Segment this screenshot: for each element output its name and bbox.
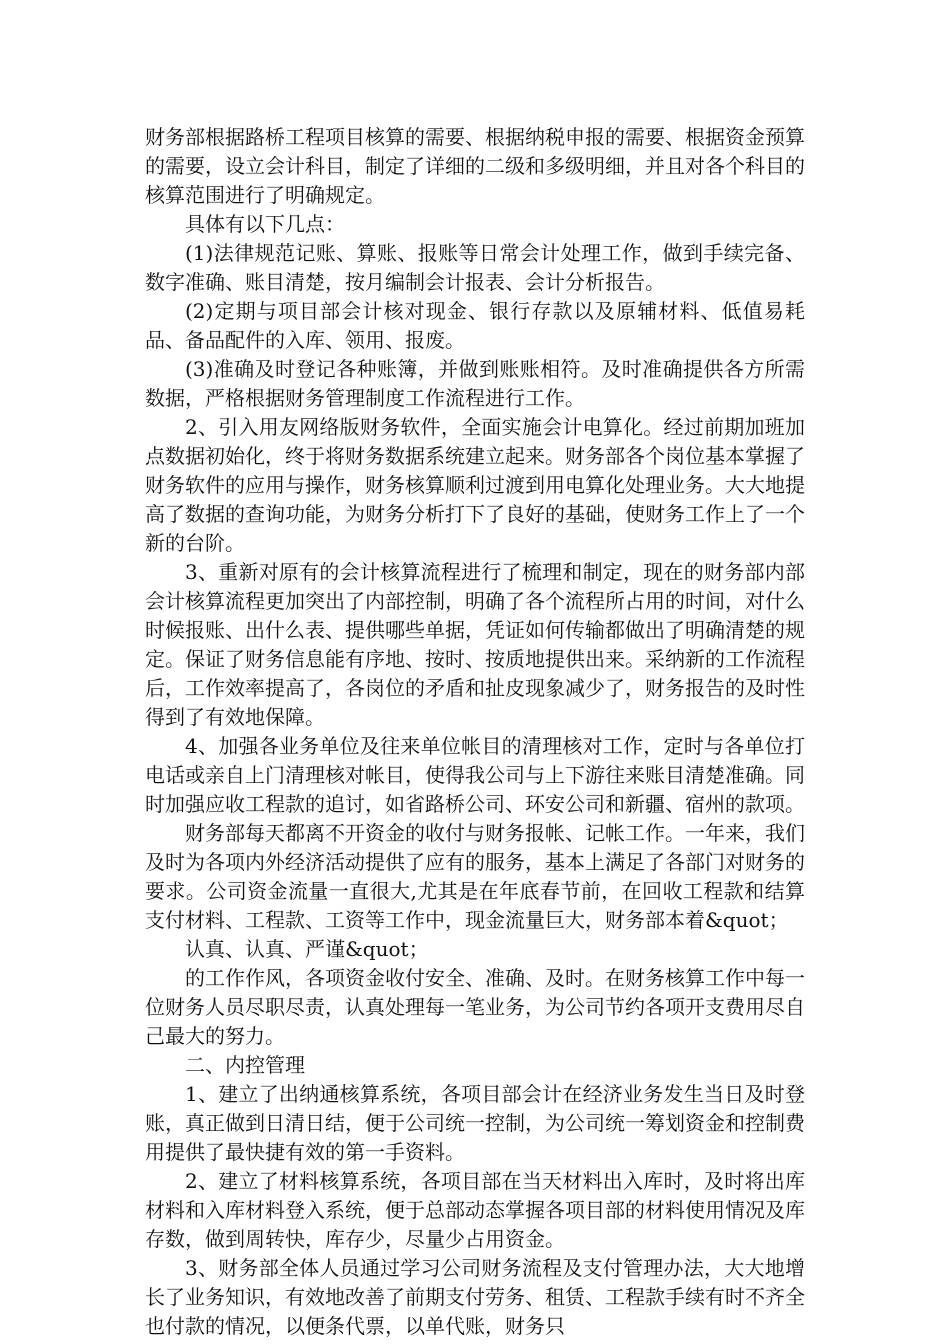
paragraph-control-1: 1、建立了出纳通核算系统，各项目部会计在经济业务发生当日及时登账，真正做到日清日结，便于公司统一控制，为公司统一筹划资金和控制费用提供了最快捷有效的第一手资料。 xyxy=(145,1082,805,1164)
paragraph-point-1: (1)法律规范记账、算账、报账等日常会计处理工作，做到手续完备、数字准确、账目清楚，按月编制会计报表、会计分析报告。 xyxy=(145,241,805,294)
paragraph-intro: 财务部根据路桥工程项目核算的需要、根据纳税申报的需要、根据资金预算的需要，设立会计科目，制定了详细的二级和多级明细，并且对各个科目的核算范围进行了明确规定。 xyxy=(145,125,805,207)
paragraph-point-3: (3)准确及时登记各种账簿，并做到账账相符。及时准确提供各方所需数据，严格根据财务管理制度工作流程进行工作。 xyxy=(145,357,805,410)
paragraph-daily-work: 财务部每天都离不开资金的收付与财务报帐、记帐工作。一年来，我们及时为各项内外经济活动提供了应有的服务，基本上满足了各部门对财务的要求。公司资金流量一直很大,尤其是在年底春节前，在回收工程款和结算支付材料、工程款、工资等工作中，现金流量巨大，财务部本着&quot； xyxy=(145,821,805,932)
paragraph-work-style: 的工作作风，各项资金收付安全、准确、及时。在财务核算工作中每一位财务人员尽职尽责，认真处理每一笔业务，为公司节约各项开支费用尽自己最大的努力。 xyxy=(145,966,805,1048)
paragraph-control-3: 3、财务部全体人员通过学习公司财务流程及支付管理办法，大大地增长了业务知识，有效地改善了前期支付劳务、租赁、工程款手续有时不齐全也付款的情况，以便条代票，以单代账，财务只 xyxy=(145,1256,805,1338)
paragraph-item-2-software: 2、引入用友网络版财务软件，全面实施会计电算化。经过前期加班加点数据初始化，终于将财务数据系统建立起来。财务部各个岗位基本掌握了财务软件的应用与操作，财务核算顺利过渡到用电算化处理业务。大大地提高了数据的查询功能，为财务分析打下了良好的基础，使财务工作上了一个新的台阶。 xyxy=(145,415,805,555)
paragraph-control-2: 2、建立了材料核算系统，各项目部在当天材料出入库时，及时将出库材料和入库材料登入系统，便于总部动态掌握各项目部的材料使用情况及库存数，做到周转快，库存少，尽量少占用资金。 xyxy=(145,1169,805,1251)
paragraph-item-3-process: 3、重新对原有的会计核算流程进行了梳理和制定，现在的财务部内部会计核算流程更加突出了内部控制，明确了各个流程所占用的时间，对什么时候报账、出什么表、提供哪些单据，凭证如何传输都做出了明确清楚的规定。保证了财务信息能有序地、按时、按质地提供出来。采纳新的工作流程后，工作效率提高了，各岗位的矛盾和扯皮现象减少了，财务报告的及时性得到了有效地保障。 xyxy=(145,560,805,729)
section-heading-internal-control: 二、内控管理 xyxy=(185,1053,305,1077)
paragraph-point-2: (2)定期与项目部会计核对现金、银行存款以及原辅材料、低值易耗品、备品配件的入库、领用、报废。 xyxy=(145,299,805,352)
document-body xyxy=(145,123,805,1341)
paragraph-attitude: 认真、认真、严谨&quot； xyxy=(185,937,429,961)
paragraph-points-heading: 具体有以下几点： xyxy=(185,212,345,236)
paragraph-item-4-reconciliation: 4、加强各业务单位及往来单位帐目的清理核对工作，定时与各单位打电话或亲自上门清理核对帐目，使得我公司与上下游往来账目清楚准确。同时加强应收工程款的追讨，如省路桥公司、环安公司和新疆、宿州的款项。 xyxy=(145,734,805,816)
